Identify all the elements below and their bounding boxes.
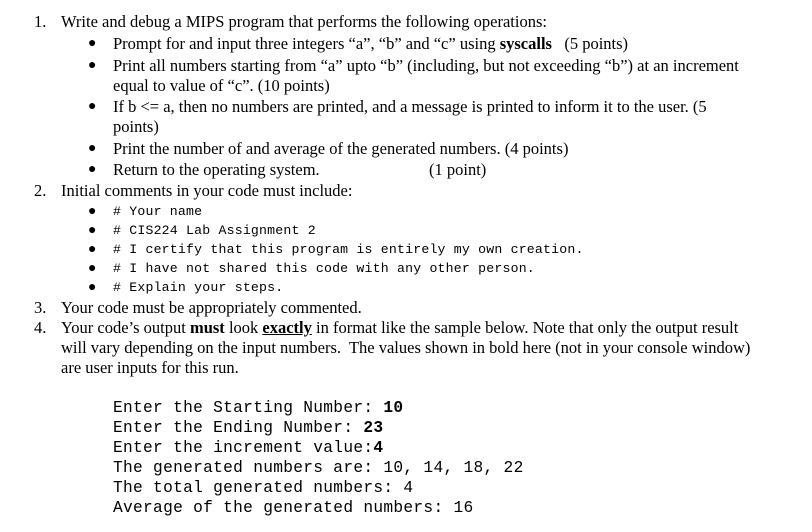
item-3-number: 3.: [34, 298, 47, 317]
item-4-line-1: Your code’s output must look exactly in format like the sample below. Note that only the output result: [61, 318, 739, 337]
item-1-number: 1.: [34, 12, 47, 31]
item-1-bullet-5: Return to the operating system.: [113, 160, 320, 179]
item-4-line-2: will vary depending on the input numbers. The values shown in bold here (not in your console window): [61, 338, 751, 357]
bullet-icon: ●: [88, 204, 97, 219]
sample-output-line: Enter the Starting Number: 10: [113, 399, 404, 417]
item-2-title: Initial comments in your code must include:: [61, 181, 353, 200]
comment-line: # Your name: [113, 204, 203, 219]
bullet-icon: ●: [88, 99, 97, 114]
item-4-number: 4.: [34, 318, 47, 337]
bullet-icon: ●: [88, 280, 97, 295]
item-1-bullet-1: Prompt for and input three integers “a”, “b” and “c” using syscalls (5 points): [113, 34, 629, 53]
sample-output-line: Enter the Ending Number: 23: [113, 419, 384, 437]
comment-line: # Explain your steps.: [113, 280, 284, 295]
comment-line: # I have not shared this code with any other person.: [113, 261, 535, 276]
item-1-bullet-2-line-2: equal to value of “c”. (10 points): [113, 76, 330, 95]
sample-output-line: The total generated numbers: 4: [113, 479, 414, 497]
bullet-icon: ●: [88, 242, 97, 257]
bullet-icon: ●: [88, 162, 97, 177]
bullet-icon: ●: [88, 58, 97, 73]
bullet-icon: ●: [88, 223, 97, 238]
item-2-number: 2.: [34, 181, 47, 200]
item-1-bullet-2-line-1: Print all numbers starting from “a” upto “b” (including, but not exceeding “b”) at an increment: [113, 56, 739, 75]
sample-output-line: Average of the generated numbers: 16: [113, 499, 474, 517]
bullet-icon: ●: [88, 261, 97, 276]
item-1-bullet-3-line-2: points): [113, 117, 159, 136]
item-3-title: Your code must be appropriately commented.: [61, 298, 362, 317]
comment-line: # CIS224 Lab Assignment 2: [113, 223, 316, 238]
item-1-bullet-3-line-1: If b <= a, then no numbers are printed, and a message is printed to inform it to the user. (5: [113, 97, 707, 116]
bullet-icon: ●: [88, 36, 97, 51]
item-1-bullet-4: Print the number of and average of the generated numbers. (4 points): [113, 139, 569, 158]
comment-line: # I certify that this program is entirely my own creation.: [113, 242, 584, 257]
item-1-bullet-5-points: (1 point): [429, 160, 487, 179]
sample-output-line: Enter the increment value:4: [113, 439, 384, 457]
bullet-icon: ●: [88, 141, 97, 156]
sample-output-line: The generated numbers are: 10, 14, 18, 22: [113, 459, 524, 477]
item-4-line-3: are user inputs for this run.: [61, 358, 239, 377]
item-1-title: Write and debug a MIPS program that performs the following operations:: [61, 12, 547, 31]
